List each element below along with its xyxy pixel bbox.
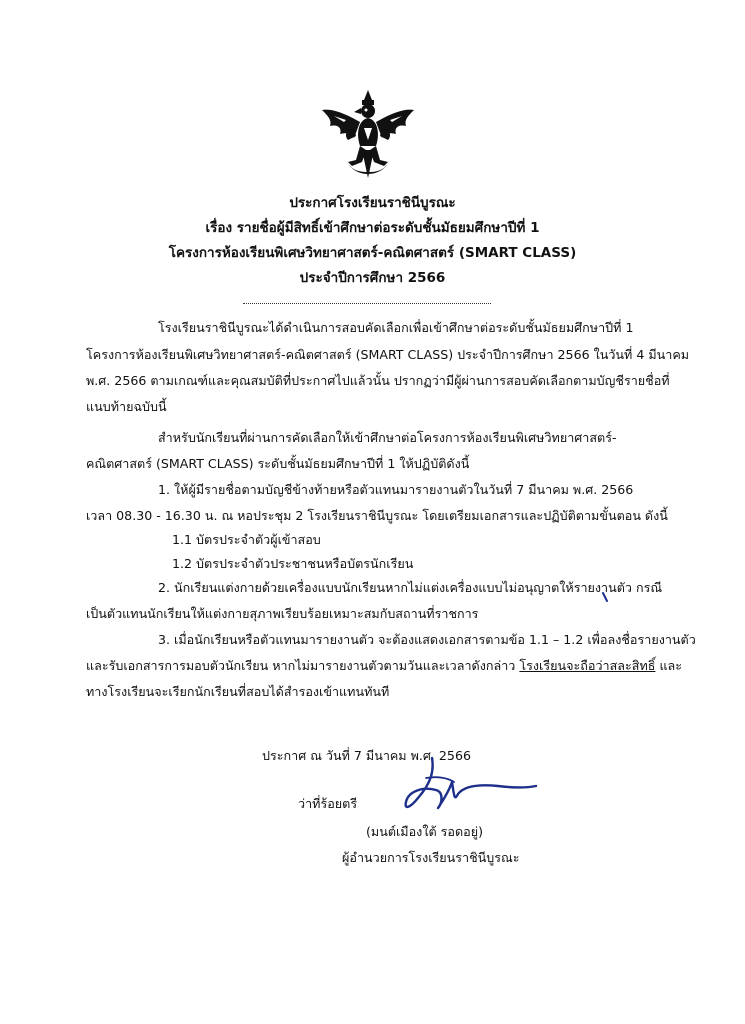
signer-position: ผู้อำนวยการโรงเรียนราชินีบูรณะ xyxy=(342,850,520,865)
announcement-title: ประกาศโรงเรียนราชินีบูรณะ xyxy=(289,195,456,211)
paragraph-1-line-1: โรงเรียนราชินีบูรณะได้ดำเนินการสอบคัดเลือกเพื่อเข้าศึกษาต่อระดับชั้นมัธยมศึกษาปีที่ 1 xyxy=(158,320,634,335)
item-3-line-2-end: และ xyxy=(655,658,683,673)
item-2-line-2: เป็นตัวแทนนักเรียนให้แต่งกายสุภาพเรียบร้อยเหมาะสมกับสถานที่ราชการ xyxy=(86,606,479,621)
item-3-line-2 xyxy=(86,658,682,674)
item-1-sub-2: 1.2 บัตรประจำตัวประชาชนหรือบัตรนักเรียน xyxy=(172,556,414,571)
garuda-emblem xyxy=(318,88,418,180)
subject-line: เรื่อง รายชื่อผู้มีสิทธิ์เข้าศึกษาต่อระดับชั้นมัธยมศึกษาปีที่ 1 xyxy=(205,220,540,236)
paragraph-2-line-2: คณิตศาสตร์ (SMART CLASS) ระดับชั้นมัธยมศึกษาปีที่ 1 ให้ปฏิบัติดังนี้ xyxy=(86,456,470,471)
item-1-line-2: เวลา 08.30 - 16.30 น. ณ หอประชุม 2 โรงเรียนราชินีบูรณะ โดยเตรียมเอกสารและปฏิบัติตามขั้นตอน ดังนี้ xyxy=(86,508,668,523)
dotted-divider xyxy=(243,303,491,304)
paragraph-1-line-3: พ.ศ. 2566 ตามเกณฑ์และคุณสมบัติที่ประกาศไปแล้วนั้น ปรากฏว่ามีผู้ผ่านการสอบคัดเลือกตามบัญชีรายชื่อที่ xyxy=(86,373,670,388)
signer-name: (มนต์เมืองใต้ รอดอยู่) xyxy=(366,824,484,839)
academic-year-line: ประจำปีการศึกษา 2566 xyxy=(299,270,446,286)
project-line: โครงการห้องเรียนพิเศษวิทยาศาสตร์-คณิตศาสตร์ (SMART CLASS) xyxy=(168,245,577,261)
item-1-sub-1: 1.1 บัตรประจำตัวผู้เข้าสอบ xyxy=(172,532,321,547)
item-3-line-1: 3. เมื่อนักเรียนหรือตัวแทนมารายงานตัว จะต้องแสดงเอกสารตามข้อ 1.1 – 1.2 เพื่อลงชื่อรายงานตัว xyxy=(158,632,696,647)
forfeit-notice: โรงเรียนจะถือว่าสละสิทธิ์ xyxy=(519,658,656,673)
paragraph-1-line-2: โครงการห้องเรียนพิเศษวิทยาศาสตร์-คณิตศาสตร์ (SMART CLASS) ประจำปีการศึกษา 2566 ในวันที่ 4 มีนาคม xyxy=(86,347,690,362)
item-2-line-1: 2. นักเรียนแต่งกายด้วยเครื่องแบบนักเรียนหากไม่แต่งเครื่องแบบไม่อนุญาตให้รายงานตัว กรณี xyxy=(158,580,663,595)
announce-date: ประกาศ ณ วันที่ 7 มีนาคม พ.ศ. 2566 xyxy=(262,748,471,763)
handwritten-signature xyxy=(388,748,538,823)
item-3-line-3: ทางโรงเรียนจะเรียกนักเรียนที่สอบได้สำรองเข้าแทนทันที xyxy=(86,684,390,699)
signer-rank: ว่าที่ร้อยตรี xyxy=(298,796,358,811)
ink-mark xyxy=(602,592,608,602)
paragraph-2-line-1: สำหรับนักเรียนที่ผ่านการคัดเลือกให้เข้าศึกษาต่อโครงการห้องเรียนพิเศษวิทยาศาสตร์- xyxy=(158,430,617,445)
paragraph-1-line-4: แนบท้ายฉบับนี้ xyxy=(86,399,167,414)
item-1-line-1: 1. ให้ผู้มีรายชื่อตามบัญชีข้างท้ายหรือตัวแทนมารายงานตัวในวันที่ 7 มีนาคม พ.ศ. 2566 xyxy=(158,482,634,497)
item-3-line-2-text: และรับเอกสารการมอบตัวนักเรียน หากไม่มารายงานตัวตามวันและเวลาดังกล่าว xyxy=(86,658,516,673)
